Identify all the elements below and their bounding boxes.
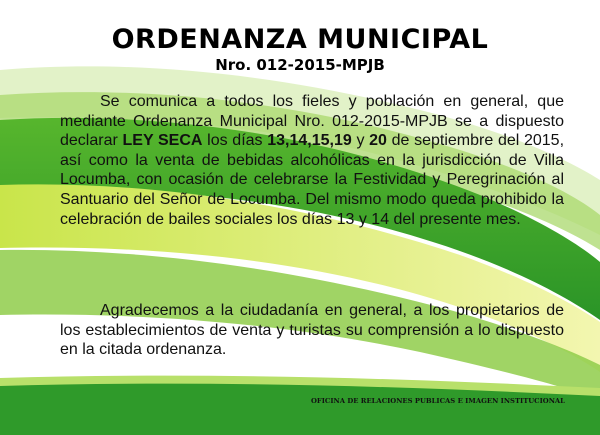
paragraph-text: de septiembre del 2015, así como la venta de bebidas alcohólicas en la jurisdicción de Villa Locumba, con ocasión de celebrarse la Festividad y Peregrinación al Santuario del Señor de Locumba. Del mismo modo queda prohibido la celebración de bailes sociales los días 13 y 14 del presente mes.	[60, 132, 565, 228]
date-20-bold: 20	[369, 132, 387, 150]
paragraph-text: Se comunica a todos los fieles y población en general, que mediante Ordenanza Municipal Nro. 012-2015-MPJB se a dispuesto declarar	[60, 93, 564, 150]
paragraph-text: los días	[202, 132, 268, 150]
page-title: ORDENANZA MUNICIPAL	[111, 24, 489, 55]
paragraph-text: y	[351, 132, 370, 150]
thanks-paragraph: Agradecemos a la ciudadanía en general, a los propietarios de los establecimientos de venta y turistas su comprensión a lo dispuesto en la citada ordenanza.	[60, 302, 564, 359]
footer-office-name: OFICINA DE RELACIONES PUBLICAS E IMAGEN INSTITUCIONAL	[311, 397, 565, 405]
announcement-paragraph	[60, 92, 564, 229]
ley-seca-label: LEY SECA	[122, 132, 203, 150]
page-subtitle: Nro. 012-2015-MPJB	[215, 56, 385, 74]
dates-bold: 13,14,15,19	[267, 132, 352, 150]
